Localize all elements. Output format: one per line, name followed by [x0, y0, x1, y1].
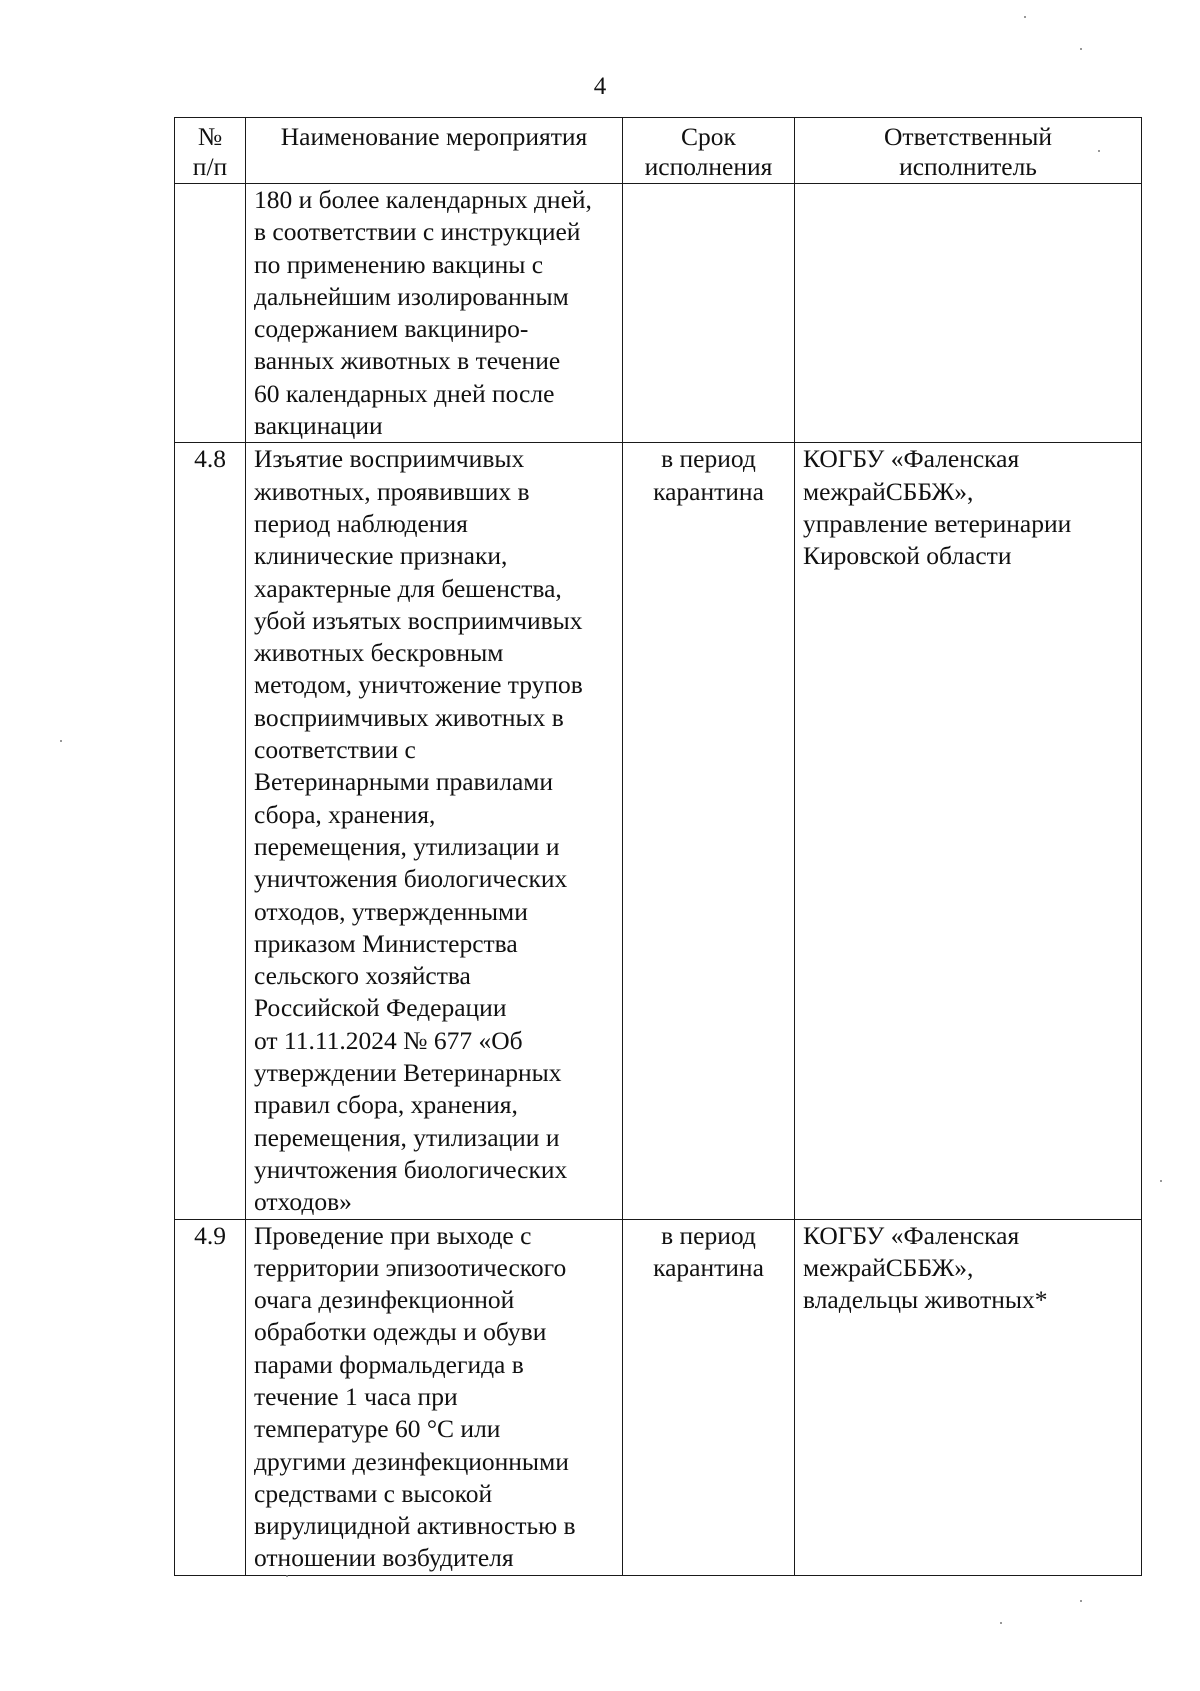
page-number: 4 — [593, 73, 607, 100]
scan-speck — [1098, 150, 1100, 152]
measure-name: Изъятие восприимчивых животных, проявивших в период наблюдения клинические признаки, характерные для бешенства, убой изъятых восприимчивых животных бескровным методом, уничтожение трупов восприимчивых животных в соответствии с Ветеринарными правилами сбора, хранения, перемещения, утилизации и уничтожения биологических отходов, утвержденными приказом Министерства сельского хозяйства Российской Федерации от 11.11.2024 № 677 «Об утверждении Ветеринарных правил сбора, хранения, перемещения, утилизации и уничтожения биологических отходов» — [246, 443, 623, 1219]
scan-speck — [286, 1575, 288, 1577]
measure-term: в период карантина — [623, 443, 795, 1219]
measure-responsible: КОГБУ «Фаленская межрайСББЖ», владельцы животных* — [795, 1219, 1142, 1575]
measures-table — [174, 117, 1142, 1576]
header-number: № п/п — [175, 118, 246, 184]
scan-speck — [1024, 16, 1026, 18]
measure-term: в период карантина — [623, 1219, 795, 1575]
row-number — [175, 184, 246, 443]
row-number: 4.8 — [175, 443, 246, 1219]
scan-speck — [1160, 1180, 1162, 1182]
table-row — [175, 443, 1142, 1219]
scan-speck — [60, 740, 62, 742]
header-responsible: Ответственный исполнитель — [795, 118, 1142, 184]
scan-speck — [1000, 1622, 1002, 1624]
header-measure-name: Наименование мероприятия — [246, 118, 623, 184]
measure-term — [623, 184, 795, 443]
scan-speck — [1080, 1600, 1082, 1602]
measure-responsible — [795, 184, 1142, 443]
table-header-row — [175, 118, 1142, 184]
row-number: 4.9 — [175, 1219, 246, 1575]
table-row — [175, 1219, 1142, 1575]
measure-name: 180 и более календарных дней, в соответствии с инструкцией по применению вакцины с дальнейшим изолированным содержанием вакциниро- ванных животных в течение 60 календарных дней после вакцинации — [246, 184, 623, 443]
scan-speck — [1080, 48, 1082, 50]
measure-responsible: КОГБУ «Фаленская межрайСББЖ», управление ветеринарии Кировской области — [795, 443, 1142, 1219]
table-row — [175, 184, 1142, 443]
measure-name: Проведение при выходе с территории эпизоотического очага дезинфекционной обработки одежды и обуви парами формальдегида в течение 1 часа при температуре 60 °С или другими дезинфекционными средствами с высокой вирулицидной активностью в отношении возбудителя — [246, 1219, 623, 1575]
header-term: Срок исполнения — [623, 118, 795, 184]
